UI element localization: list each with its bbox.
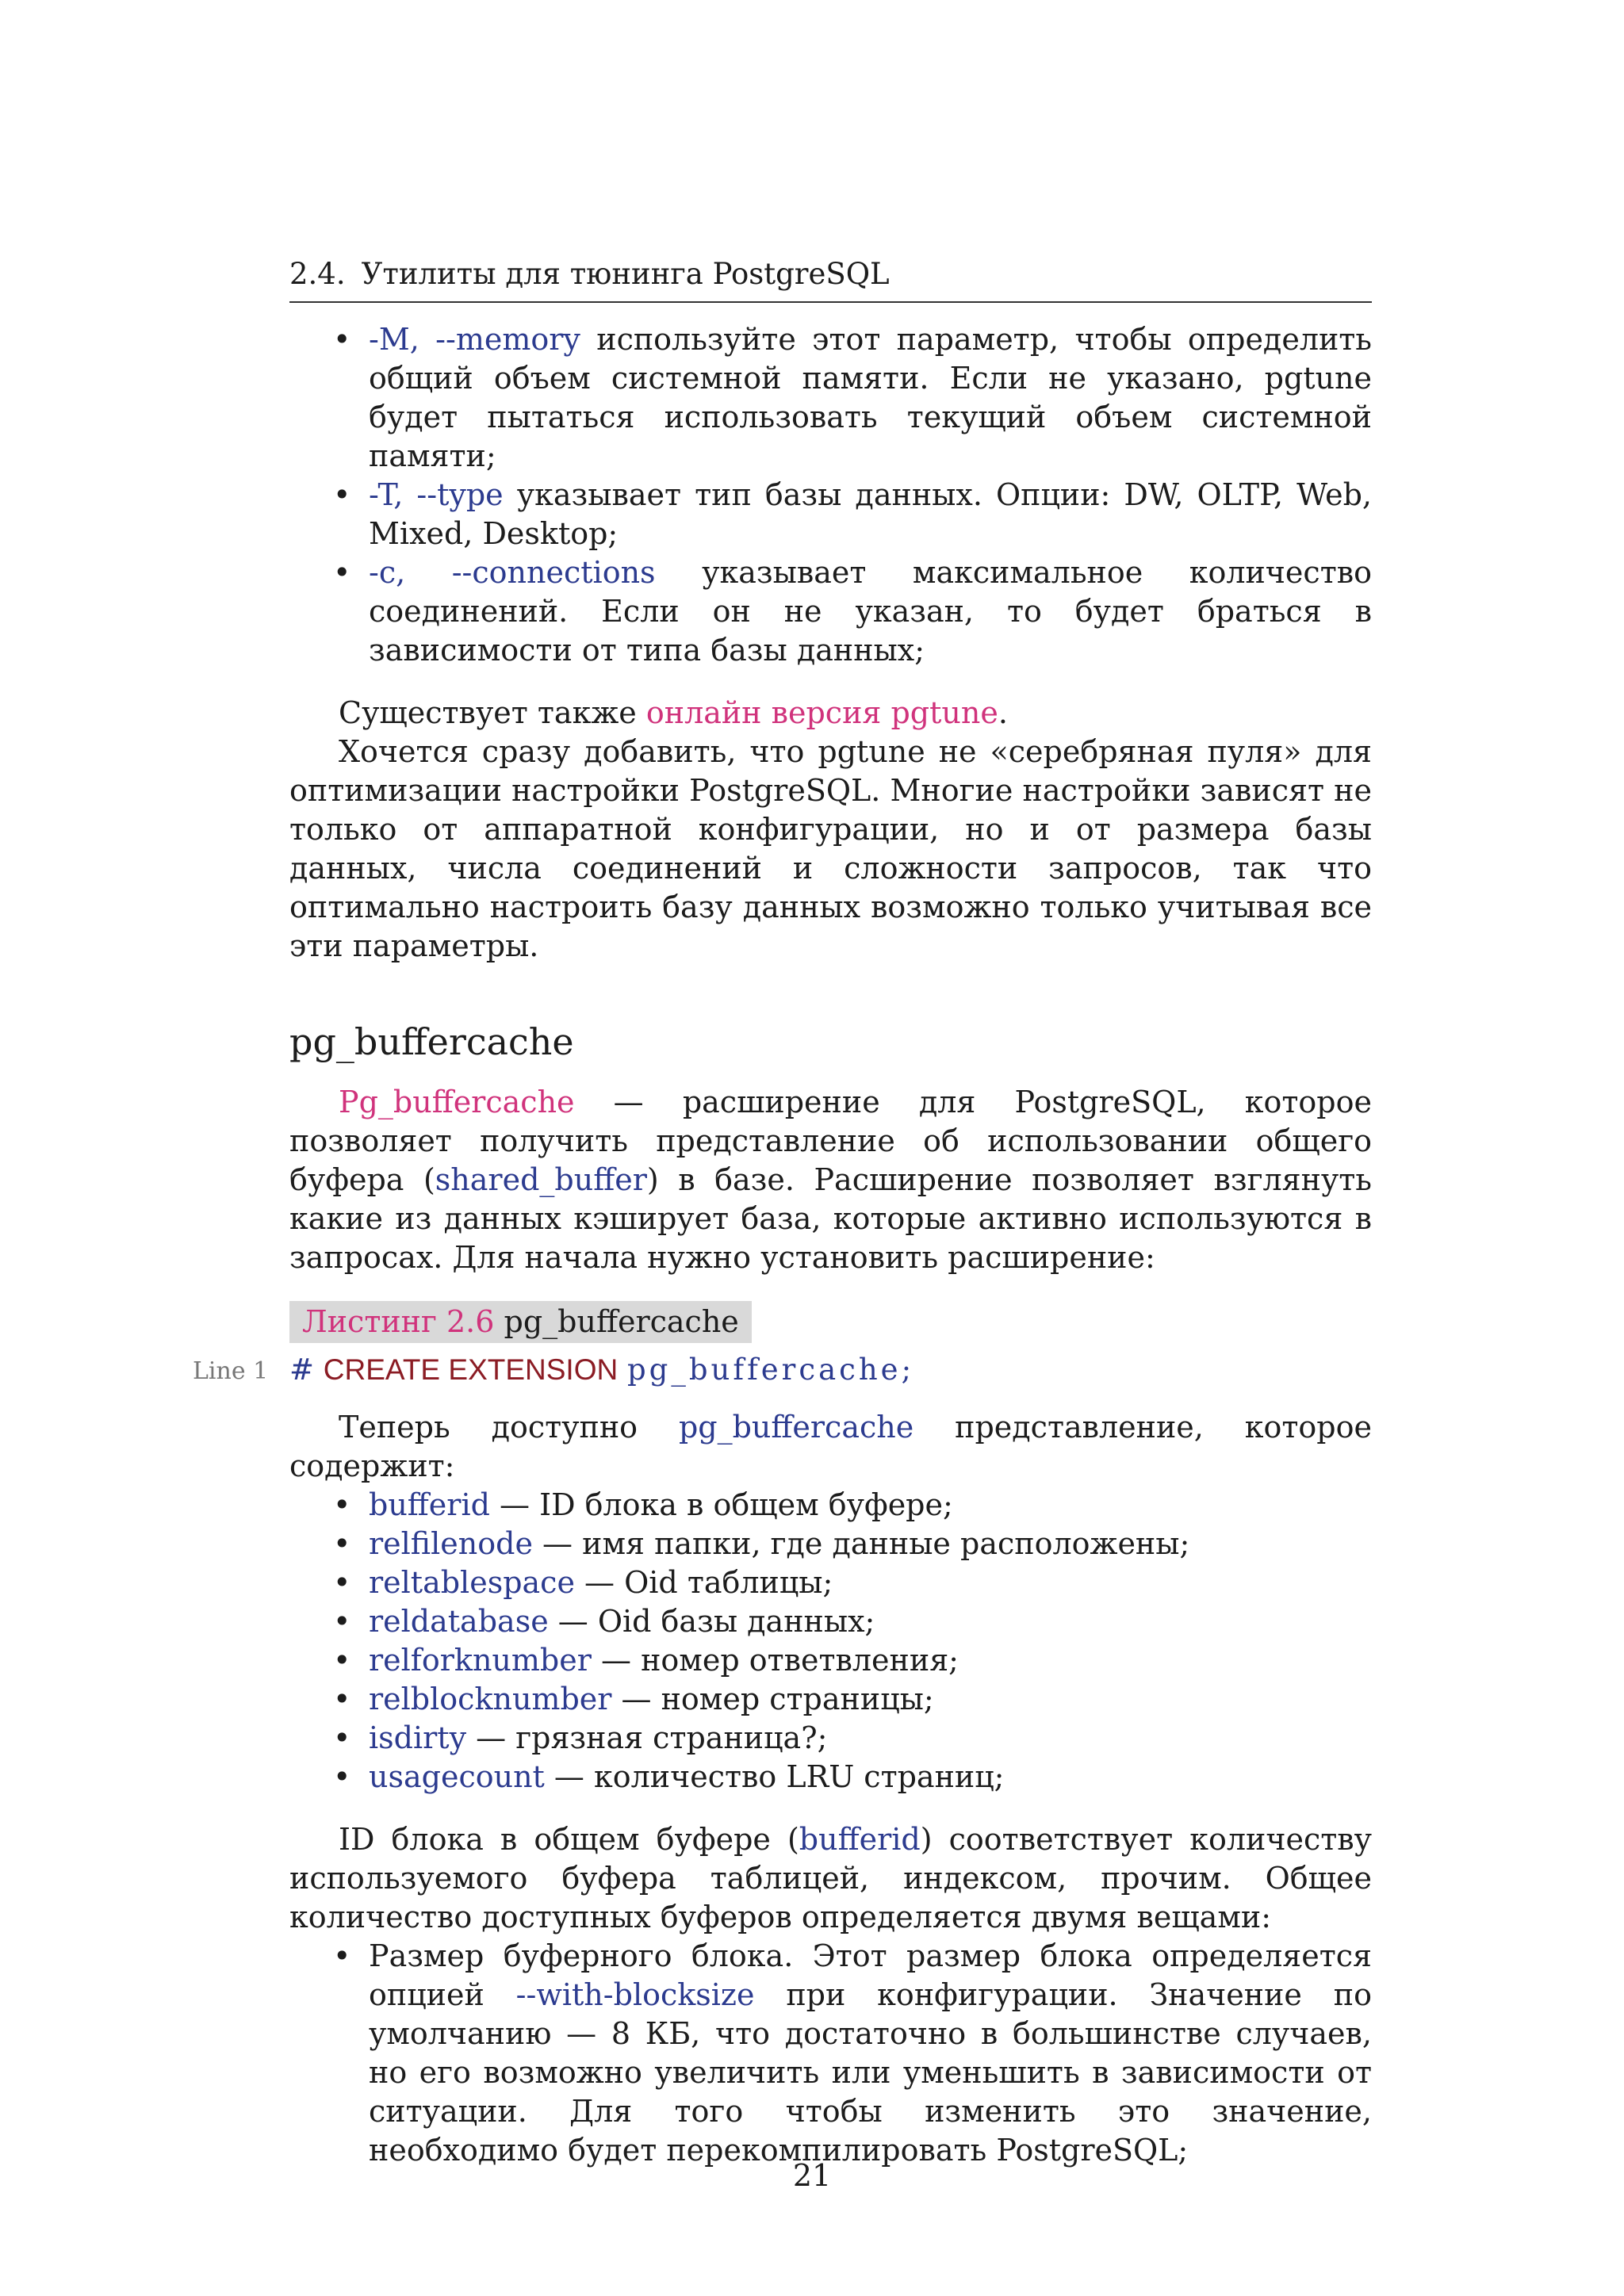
silver-bullet-paragraph: Хочется сразу добавить, что pgtune не «серебряная пуля» для оптимизации настройки PostgreSQL. Многие настройки зависят не только от аппаратной конфигурации, но и от размера базы данных, числа соединений и сложности запросов, так что оптимально настроить базу данных возможно только учитывая все эти параметры. [289, 734, 1372, 963]
list-item [289, 476, 1372, 553]
code-keyword: CREATE EXTENSION [323, 1353, 619, 1386]
column-name: reldatabase [369, 1604, 549, 1639]
list-item [289, 1641, 1372, 1680]
bufferid-paragraph [289, 1820, 1372, 1937]
page-number: 21 [792, 2158, 832, 2193]
online-version-paragraph [289, 694, 1372, 733]
header-section-number: 2.4. [289, 257, 346, 291]
text: Размер буферного блока. Этот размер блока определяется опцией [369, 1938, 1372, 2012]
listing-caption [289, 1301, 752, 1343]
text: Существует также [339, 695, 646, 730]
list-item [289, 1486, 1372, 1525]
online-version-link[interactable]: онлайн версия pgtune [645, 695, 998, 730]
text: Теперь доступно [339, 1410, 679, 1445]
text: представление, которое содержит: [289, 1410, 1373, 1483]
text: ) в базе. Расширение позволяет взглянуть какие из данных кэширует база, которые активно используются в запросах. Для начала нужно установить расширение: [289, 1162, 1372, 1275]
option-flag: -M, --memory [369, 322, 580, 357]
section-heading: pg_buffercache [289, 1020, 574, 1063]
list-item [289, 1602, 1372, 1641]
options-list [289, 320, 1372, 670]
code-identifier: pg_buffercache; [626, 1353, 915, 1387]
list-item [289, 1758, 1372, 1797]
column-name: reltablespace [369, 1565, 575, 1600]
list-item [289, 1525, 1372, 1563]
column-desc: — имя папки, где данные расположены; [532, 1526, 1190, 1561]
column-name: relfilenode [369, 1526, 533, 1561]
code-listing [193, 1351, 1372, 1389]
option-flag: --with-blocksize [515, 1977, 755, 2012]
column-name: relblocknumber [369, 1682, 612, 1716]
inline-code: pg_buffercache [678, 1410, 914, 1445]
intro-paragraph [289, 1083, 1372, 1277]
option-text: указывает тип базы данных. Опции: DW, OLTP, Web, Mixed, Desktop; [369, 477, 1372, 551]
option-text: указывает максимальное количество соединений. Если он не указан, то будет браться в зависимости от типа базы данных; [369, 555, 1372, 668]
column-desc: — Oid базы данных; [548, 1604, 875, 1639]
columns-list [289, 1486, 1372, 1797]
text: ID блока в общем буфере ( [339, 1822, 799, 1857]
column-name: usagecount [369, 1759, 545, 1794]
inline-code: bufferid [799, 1822, 921, 1857]
listing-name: pg_buffercache [504, 1304, 739, 1339]
column-desc: — номер страницы; [611, 1682, 934, 1716]
column-name: relforknumber [369, 1643, 592, 1678]
column-desc: — количество LRU страниц; [544, 1759, 1005, 1794]
code-prompt: # [289, 1353, 315, 1387]
page-content [193, 255, 1373, 2170]
column-desc: — ID блока в общем буфере; [489, 1487, 953, 1522]
list-item [289, 1563, 1372, 1602]
list-item [289, 1680, 1372, 1719]
text: . [998, 695, 1008, 730]
text: — расширение для PostgreSQL, которое позволяет получить представление об использовании общего буфера ( [289, 1085, 1372, 1197]
column-desc: — грязная страница?; [466, 1720, 828, 1755]
option-flag: -c, --connections [369, 555, 656, 590]
option-text: используйте этот параметр, чтобы определить общий объем системной памяти. Если не указано, pgtune будет пытаться использовать текущий объем системной памяти; [369, 322, 1372, 473]
text: ) соответствует количеству используемого буфера таблицей, индексом, прочим. Общее количество доступных буферов определяется двумя вещами: [289, 1822, 1373, 1934]
list-item [289, 1937, 1372, 2170]
inline-code: shared_buffer [435, 1162, 647, 1197]
list-item [289, 553, 1372, 670]
running-header [289, 255, 1372, 303]
listing-label: Листинг 2.6 [302, 1304, 495, 1339]
list-item [289, 1719, 1372, 1758]
pg-buffercache-link[interactable]: Pg_buffercache [339, 1085, 575, 1119]
buffer-factors-list [289, 1937, 1372, 2170]
line-number: Line 1 [193, 1357, 269, 1385]
text: при конфигурации. Значение по умолчанию — 8 КБ, что достаточно в большинстве случаев, но его возможно увеличить или уменьшить в зависимости от ситуации. Для того чтобы изменить это значение, необходимо будет перекомпилировать PostgreSQL; [369, 1977, 1372, 2168]
column-desc: — Oid таблицы; [574, 1565, 833, 1600]
header-section-title: Утилиты для тюнинга PostgreSQL [361, 257, 890, 291]
view-intro-paragraph [289, 1408, 1372, 1486]
column-desc: — номер ответвления; [591, 1643, 959, 1678]
option-flag: -T, --type [369, 477, 504, 512]
list-item [289, 320, 1372, 476]
column-name: bufferid [369, 1487, 490, 1522]
column-name: isdirty [369, 1720, 467, 1755]
